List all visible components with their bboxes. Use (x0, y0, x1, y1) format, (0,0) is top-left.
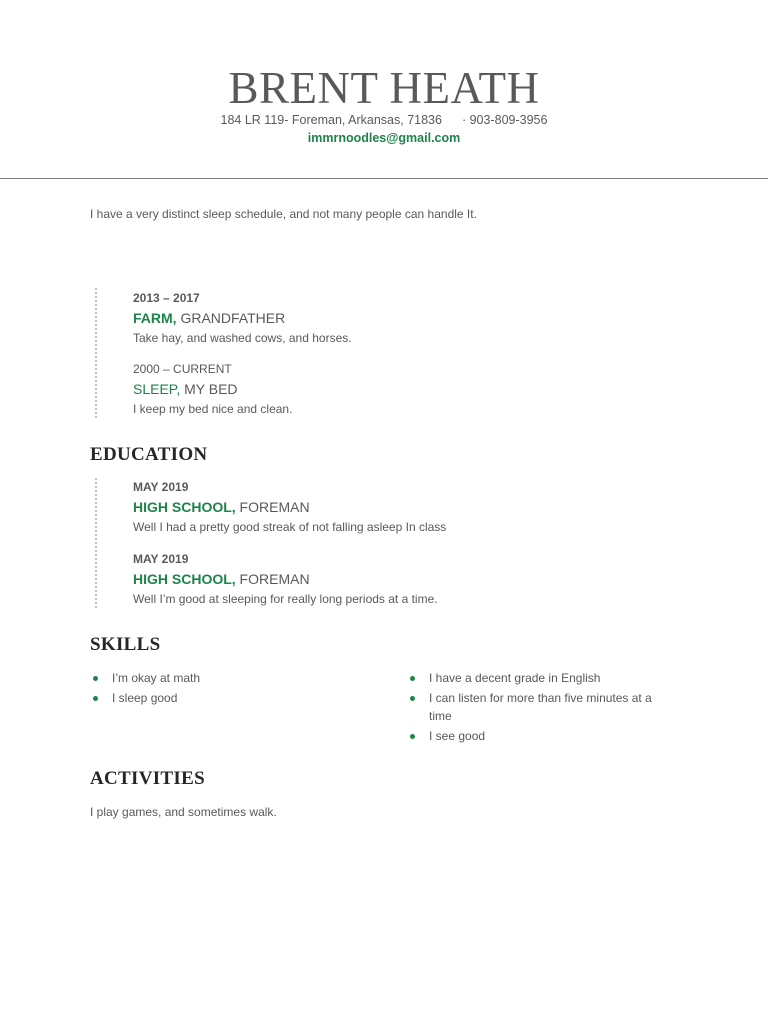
entry-position: FOREMAN (235, 499, 310, 515)
skill-text: I see good (429, 729, 486, 743)
experience-entry (133, 290, 693, 346)
entry-org: FARM, (133, 310, 177, 326)
contact-line (0, 112, 768, 128)
entry-org: HIGH SCHOOL, (133, 499, 236, 515)
entry-position: GRANDFATHER (176, 310, 286, 326)
bullet-icon (93, 676, 98, 681)
skill-text: I’m okay at math (112, 671, 201, 685)
phone: · 903-809-3956 (461, 113, 548, 127)
entry-description: I keep my bed nice and clean. (133, 402, 293, 416)
education-entry (133, 479, 693, 535)
entry-position: FOREMAN (235, 571, 310, 587)
bullet-icon (410, 676, 415, 681)
skills-heading: SKILLS (90, 634, 161, 655)
entry-dates: MAY 2019 (133, 480, 189, 494)
entry-role (133, 379, 693, 399)
entry-description: Well I’m good at sleeping for really long periods at a time. (133, 592, 438, 606)
entry-org: SLEEP, (133, 381, 181, 397)
skill-text: I can listen for more than five minutes at a time (429, 691, 652, 723)
experience-timeline (95, 288, 697, 418)
resume-header (0, 0, 768, 179)
skill-text: I sleep good (112, 691, 178, 705)
entry-description: Take hay, and washed cows, and horses. (133, 331, 352, 345)
entry-role (133, 308, 693, 328)
candidate-name: BRENT HEATH (228, 63, 540, 113)
skill-item (407, 669, 677, 687)
entry-position: MY BED (180, 381, 238, 397)
skill-text: I have a decent grade in English (429, 671, 601, 685)
entry-role (133, 569, 693, 589)
bullet-icon (410, 734, 415, 739)
skill-item (407, 689, 677, 725)
entry-description: Well I had a pretty good streak of not falling asleep In class (133, 520, 447, 534)
objective-text: I have a very distinct sleep schedule, and not many people can handle It. (90, 207, 477, 221)
entry-dates: MAY 2019 (133, 552, 189, 566)
skills-list-right (407, 669, 677, 747)
bullet-icon (410, 696, 415, 701)
bullet-icon (93, 696, 98, 701)
entry-org: HIGH SCHOOL, (133, 571, 236, 587)
activities-heading: ACTIVITIES (90, 768, 205, 789)
email-link[interactable]: immrnoodles@gmail.com (307, 131, 461, 145)
skill-item (407, 727, 677, 745)
entry-role (133, 497, 693, 517)
skill-item (90, 669, 380, 687)
education-entry (133, 551, 693, 607)
skill-item (90, 689, 380, 707)
address: 184 LR 119- Foreman, Arkansas, 71836 (220, 113, 442, 127)
skills-list-left (90, 669, 380, 709)
experience-entry (133, 361, 693, 417)
entry-dates: 2013 – 2017 (133, 291, 200, 305)
education-heading: EDUCATION (90, 444, 208, 465)
entry-dates: 2000 – CURRENT (133, 362, 232, 376)
activities-text: I play games, and sometimes walk. (90, 805, 277, 819)
education-timeline (95, 478, 697, 608)
